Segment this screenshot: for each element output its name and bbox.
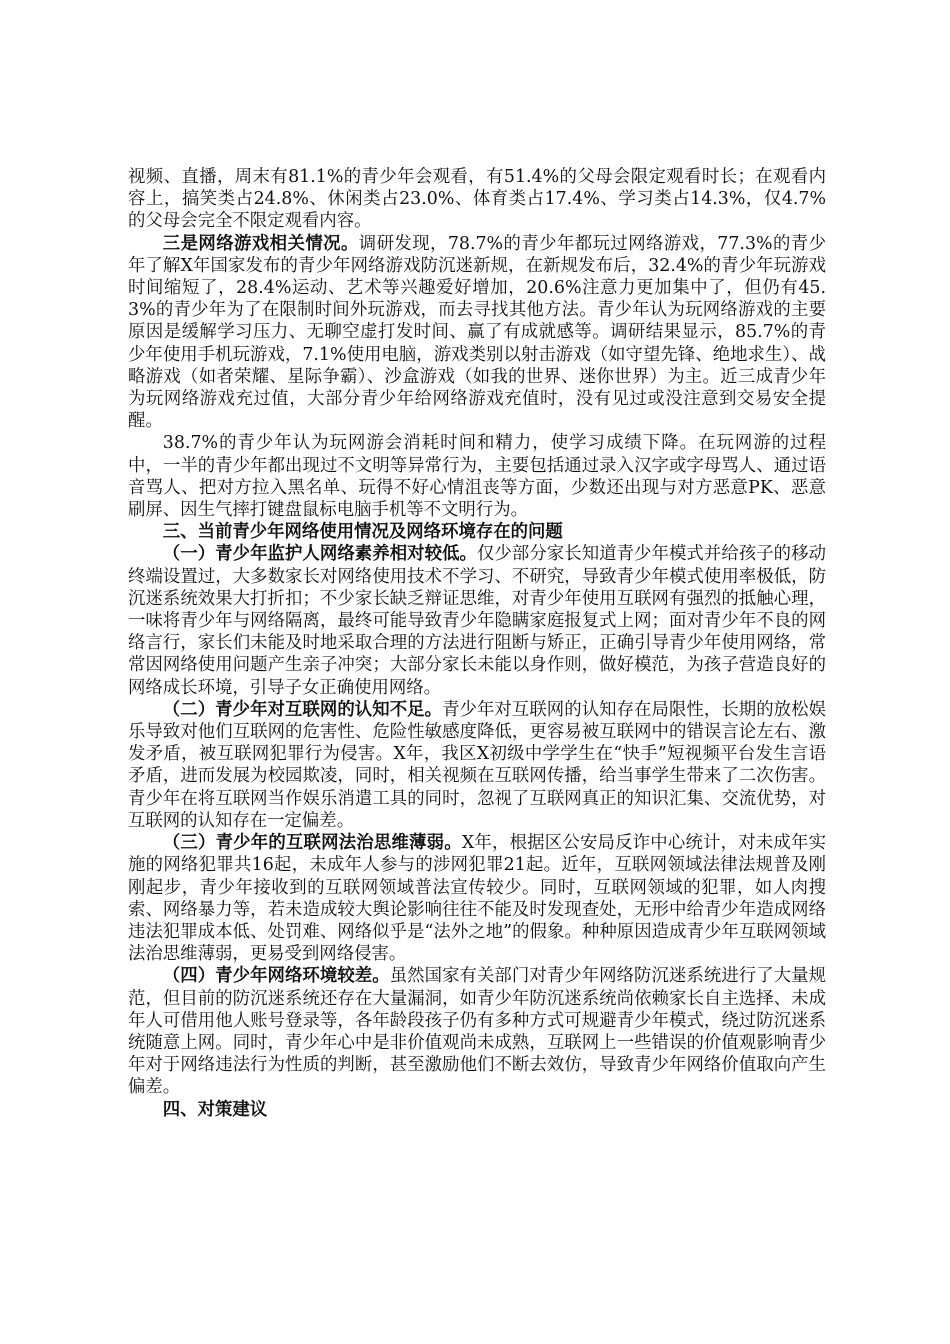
paragraph-continued bbox=[128, 166, 826, 233]
section-heading-3: 三、当前青少年网络使用情况及网络环境存在的问题 bbox=[162, 522, 563, 543]
section-heading-4: 四、对策建议 bbox=[162, 1099, 268, 1120]
paragraph-text: X年，根据区公安局反诈中心统计，对未成年实施的网络犯罪共16起，未成年人参与的涉网犯罪21起。近年，互联网领域法律法规普及刚刚起步，青少年接收到的互联网领域普法宣传较少。同时，互联网领域的犯罪，如人肉搜索、网络暴力等，若未造成较大舆论影响往往不能及时发现查处，无形中给青少年造成网络违法犯罪成本低、处罚难、网络似乎是“法外之地”的假象。种种原因造成青少年互联网领域法治思维薄弱，更易受到网络侵害。 bbox=[128, 833, 826, 965]
paragraph-text: 调研发现，78.7%的青少年都玩过网络游戏，77.3%的青少年了解X年国家发布的青少年网络游戏防沉迷新规，在新规发布后，32.4%的青少年玩游戏时间缩短了，28.4%运动、艺术等兴趣爱好增加，20.6%注意力更加集中了，但仍有45.3%的青少年为了在限制时间外玩游戏，而去寻找其他方法。青少年认为玩网络游戏的主要原因是缓解学习压力、无聊空虚打发时间、赢了有成就感等。调研结果显示，85.7%的青少年使用手机玩游戏，7.1%使用电脑，游戏类别以射击游戏（如守望先锋、绝地求生）、战略游戏（如者荣耀、星际争霸）、沙盒游戏（如我的世界、迷你世界）为主。近三成青少年为玩网络游戏充过值，大部分青少年给网络游戏充值时，没有见过或没注意到交易安全提醒。 bbox=[128, 233, 826, 432]
paragraph-games-behavior bbox=[128, 432, 826, 521]
paragraph-lead: （三）青少年的互联网法治思维薄弱。 bbox=[162, 833, 462, 854]
paragraph-online-games bbox=[128, 233, 826, 433]
paragraph-lead: 三是网络游戏相关情况。 bbox=[162, 233, 359, 254]
document-page bbox=[128, 166, 826, 1121]
paragraph-problem-1 bbox=[128, 543, 826, 698]
paragraph-problem-3 bbox=[128, 832, 826, 965]
paragraph-text: 视频、直播，周末有81.1%的青少年会观看，有51.4%的父母会限定观看时长；在观看内容上，搞笑类占24.8%、休闲类占23.0%、体育类占17.4%、学习类占14.3%，仅4.7%的父母会完全不限定观看内容。 bbox=[128, 167, 826, 232]
paragraph-lead: （四）青少年网络环境较差。 bbox=[162, 966, 390, 987]
paragraph-problem-2 bbox=[128, 699, 826, 832]
paragraph-text: 仅少部分家长知道青少年模式并给孩子的移动终端设置过，大多数家长对网络使用技术不学习、不研究，导致青少年模式使用率极低，防沉迷系统效果大打折扣；不少家长缺乏辩证思维，对青少年使用互联网有强烈的抵触心理，一味将青少年与网络隔离，最终可能导致青少年隐瞒家庭报复式上网；面对青少年不良的网络言行，家长们未能及时地采取合理的方法进行阻断与矫正，正确引导青少年使用网络，常常因网络使用问题产生亲子冲突；大部分家长未能以身作则，做好模范，为孩子营造良好的网络成长环境，引导子女正确使用网络。 bbox=[128, 544, 826, 698]
paragraph-problem-4 bbox=[128, 965, 826, 1098]
paragraph-text: 虽然国家有关部门对青少年网络防沉迷系统进行了大量规范，但目前的防沉迷系统还存在大量漏洞，如青少年防沉迷系统尚依赖家长自主选择、未成年人可借用他人账号登录等，各年龄段孩子仍有多种方式可规避青少年模式，绕过防沉迷系统随意上网。同时，青少年心中是非价值观尚未成熟，互联网上一些错误的价值观影响青少年对于网络违法行为性质的判断，甚至激励他们不断去效仿，导致青少年网络价值取向产生偏差。 bbox=[128, 966, 826, 1098]
paragraph-text: 青少年对互联网的认知存在局限性，长期的放松娱乐导致对他们互联网的危害性、危险性敏感度降低，更容易被互联网中的错误言论左右、激发矛盾，被互联网犯罪行为侵害。X年，我区X初级中学学生在“快手”短视频平台发生言语矛盾，进而发展为校园欺凌，同时，相关视频在互联网传播，给当事学生带来了二次伤害。青少年在将互联网当作娱乐消遣工具的同时，忽视了互联网真正的知识汇集、交流优势，对互联网的认知存在一定偏差。 bbox=[128, 699, 826, 831]
paragraph-text: 38.7%的青少年认为玩网游会消耗时间和精力，使学习成绩下降。在玩网游的过程中，一半的青少年都出现过不文明等异常行为，主要包括通过录入汉字或字母骂人、通过语音骂人、把对方拉入黑名单、玩得不好心情沮丧等方面，少数还出现与对方恶意PK、恶意刷屏、因生气摔打键盘鼠标电脑手机等不文明行为。 bbox=[128, 433, 826, 521]
paragraph-lead: （一）青少年监护人网络素养相对较低。 bbox=[162, 544, 477, 565]
paragraph-lead: （二）青少年对互联网的认知不足。 bbox=[162, 699, 443, 720]
